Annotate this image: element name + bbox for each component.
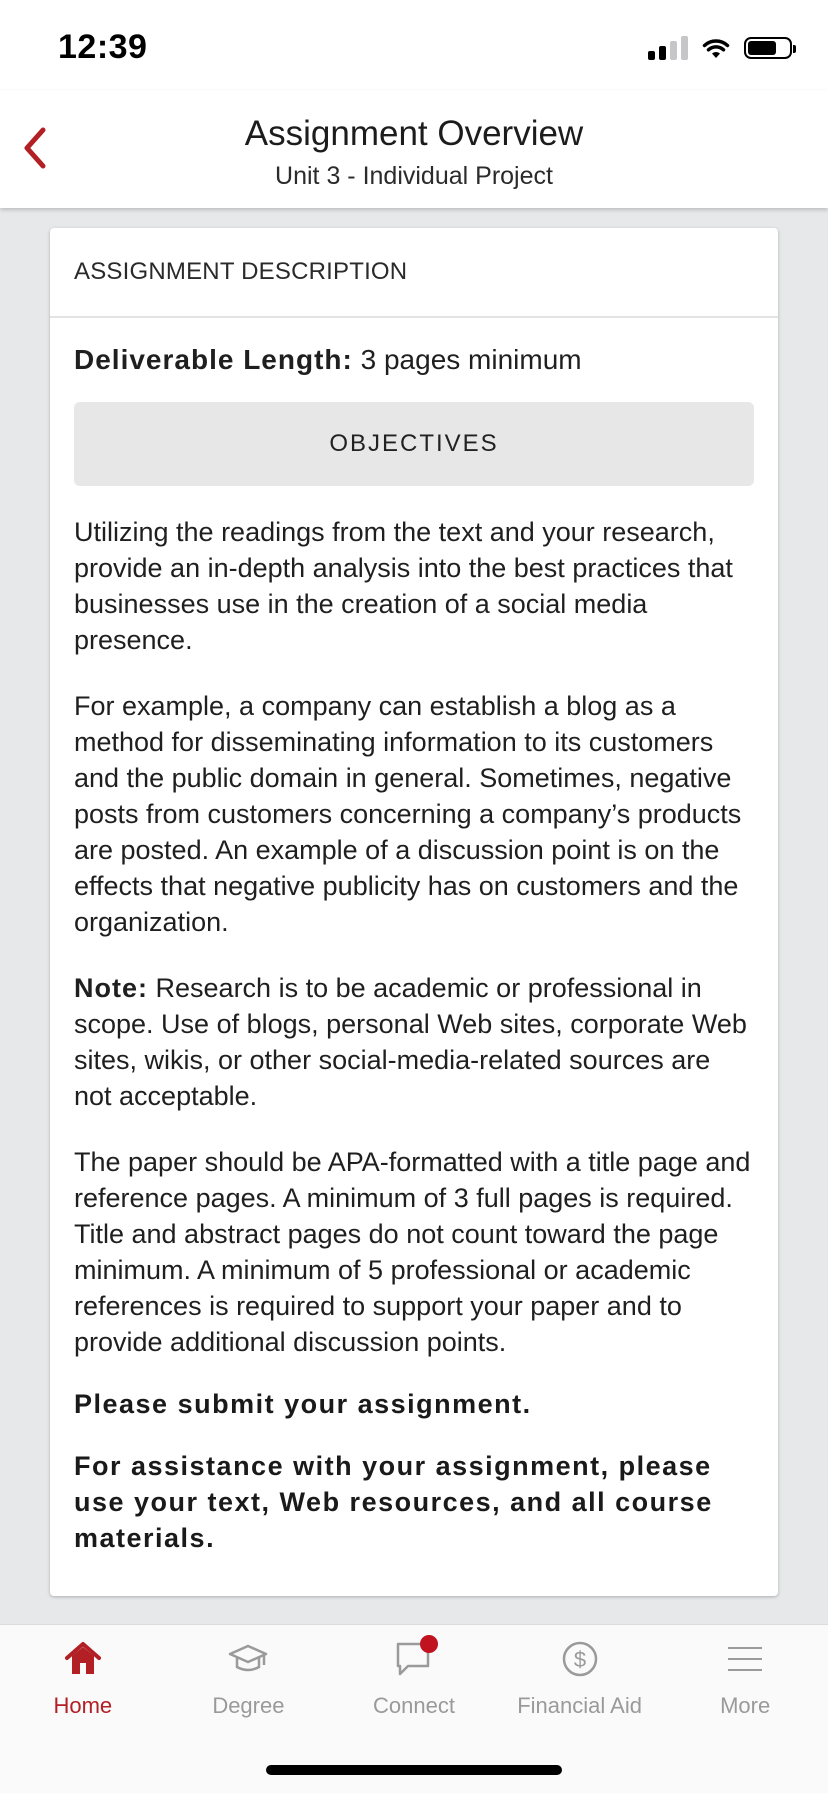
tab-label: Connect [373,1693,455,1718]
example-paragraph: For example, a company can establish a blog as a method for disseminating information to its customers and the public domain in general. Sometimes, negative posts from customers concerning a company’s products are posted. An example of a discussion point is on the effects that negative publicity has on customers and the organization. [74,691,742,937]
page-subtitle: Unit 3 - Individual Project [275,162,553,190]
note-text: Research is to be academic or professional in scope. Use of blogs, personal Web sites, corporate Web sites, wikis, or other social-media-related sources are not acceptable. [74,973,747,1111]
tab-label: Degree [212,1693,285,1718]
menu-icon [723,1637,767,1681]
format-paragraph: The paper should be APA-formatted with a title page and reference pages. A minimum of 3 full pages is required. Title and abstract pages do not count toward the page minimum. A minimum of 5 professional or academic references is required to support your paper and to provide additional discussion points. [74,1147,751,1357]
assistance-instruction: For assistance with your assignment, please use your text, Web resources, and all course materials. [74,1451,713,1553]
notification-badge [420,1635,438,1653]
submit-instruction: Please submit your assignment. [74,1389,532,1419]
assignment-card [50,228,778,1596]
tab-connect[interactable] [331,1625,497,1735]
tab-financial-aid[interactable] [497,1625,663,1735]
svg-text:$: $ [573,1647,586,1672]
tab-degree[interactable] [166,1625,332,1735]
deliverable-value: 3 pages minimum [360,344,582,375]
status-bar [0,0,828,90]
tab-label: More [720,1693,771,1718]
note-paragraph [74,970,754,1114]
status-icons [648,36,792,60]
deliverable-length [74,344,754,376]
chat-icon [392,1637,436,1681]
card-heading: ASSIGNMENT DESCRIPTION [50,228,778,318]
dollar-circle-icon [558,1637,602,1681]
status-time: 12:39 [58,28,148,66]
card-body [50,344,778,1556]
objectives-button[interactable]: OBJECTIVES [74,402,754,486]
tab-label: Financial Aid [517,1693,642,1718]
graduation-cap-icon [226,1637,270,1681]
note-label: Note: [74,973,148,1003]
tab-home[interactable] [0,1625,166,1735]
tab-label: Home [53,1693,113,1718]
home-indicator [266,1765,562,1775]
deliverable-label: Deliverable Length: [74,344,353,375]
page-title: Assignment Overview [244,114,584,153]
tab-more[interactable] [662,1625,828,1735]
cellular-signal-icon [648,36,688,60]
objective-paragraph: Utilizing the readings from the text and your research, provide an in-depth analysis into the best practices that businesses use in the creation of a social media presence. [74,517,733,655]
navigation-header [0,90,828,208]
battery-icon [744,37,792,59]
home-icon [61,1637,105,1681]
tab-bar [0,1624,828,1793]
wifi-icon [700,36,732,60]
